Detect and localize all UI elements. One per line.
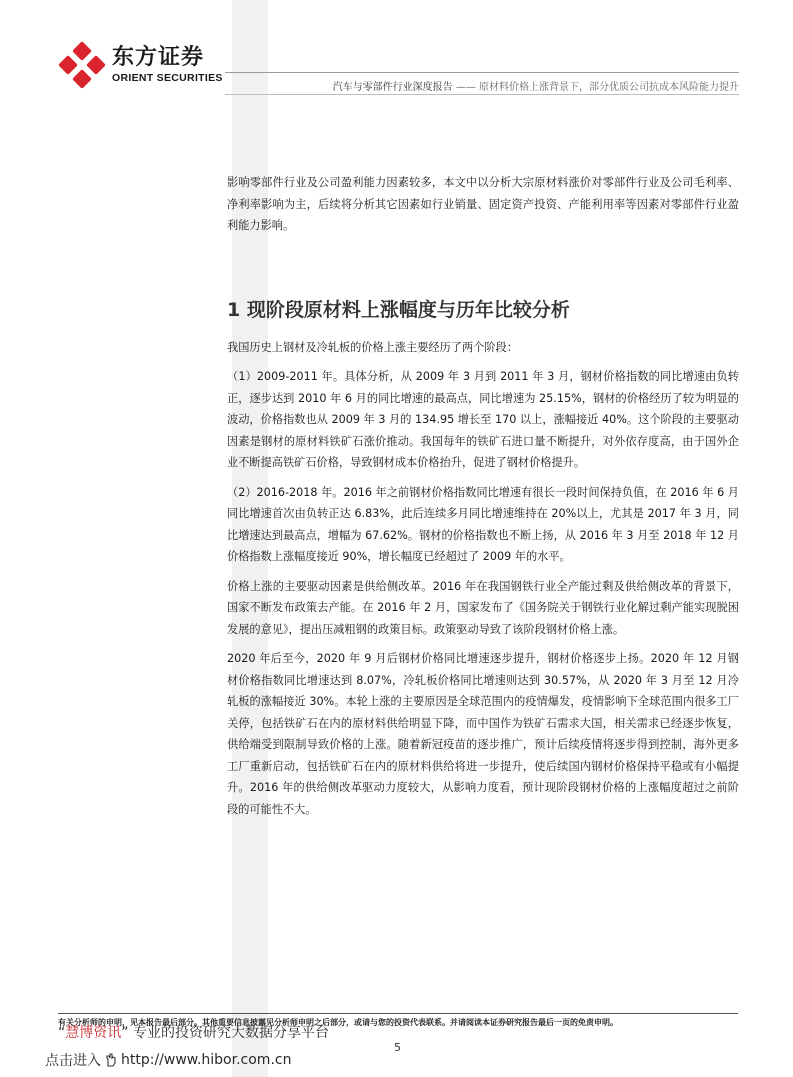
body-paragraph: （2）2016-2018 年。2016 年之前钢材价格指数同比增速有很长一段时间保持负值，在 2016 年 6 月同比增速首次由负转正达 6.83%，此后连续多月同比增速维持在 20%以上，尤其是 2017 年 3 月，同比增速达到最高点，增幅为 67.62%。钢材的价格指数也不断上扬，从 2016 年 3 月至 2018 年 12 月价格指数上涨幅度接近 90%，增长幅度已经超过了 2009 年的水平。 bbox=[227, 485, 739, 563]
logo-name-cn: 东方证券 bbox=[112, 45, 205, 70]
quote-open: “ bbox=[58, 1025, 66, 1041]
report-type: 汽车与零部件行业深度报告 bbox=[332, 82, 453, 93]
header-rule bbox=[225, 94, 739, 95]
watermark-tagline bbox=[58, 1022, 329, 1042]
intro-paragraph: 影响零部件行业及公司盈利能力因素较多，本文中以分析大宗原材料涨价对零部件行业及公司毛利率、净利率影响为主，后续将分析其它因素如行业销量、固定资产投资、产能利用率等因素对零部件行业盈利能力影响。 bbox=[227, 176, 739, 232]
orient-securities-logo-icon bbox=[58, 41, 106, 89]
pointing-hand-icon bbox=[103, 1052, 119, 1068]
watermark-url[interactable]: http://www.hibor.com.cn bbox=[121, 1052, 292, 1068]
watermark-brand: 慧博资讯 bbox=[65, 1025, 122, 1041]
body-paragraph: 价格上涨的主要驱动因素是供给侧改革。2016 年在我国钢铁行业全产能过剩及供给侧改革的背景下，国家不断发布政策去产能。在 2016 年 2 月，国家发布了《国务院关于钢铁行业化解过剩产能实现脱困发展的意见》，提出压减粗钢的政策目标。政策驱动导致了该阶段钢材价格上涨。 bbox=[227, 579, 739, 636]
body-paragraph: 我国历史上钢材及冷轧板的价格上涨主要经历了两个阶段： bbox=[227, 340, 518, 354]
body-paragraph: （1）2009-2011 年。具体分析，从 2009 年 3 月到 2011 年 3 月，钢材价格指数的同比增速由负转正，逐步达到 2010 年 6 月的同比增速的最高点，同比增速为 25.15%，钢材的价格经历了较为明显的波动，价格指数也从 2009 年 3 月的 134.95 增长至 170 以上，涨幅接近 40%。这个阶段的主要驱动因素是钢材的原材料铁矿石涨价推动。我国每年的铁矿石进口量不断提升，对外依存度高，由于国外企业不断提高铁矿石价格，导致钢材成本价格抬升，促进了钢材价格提升。 bbox=[227, 370, 739, 469]
header-rule-top bbox=[225, 72, 739, 73]
logo-name-en: ORIENT SECURITIES bbox=[112, 72, 223, 84]
report-body bbox=[227, 172, 739, 828]
page-number: 5 bbox=[394, 1041, 401, 1054]
section-title: 1 现阶段原材料上涨幅度与历年比较分析 bbox=[227, 298, 570, 321]
watermark-tagline-text: 专业的投资研究大数据分享平台 bbox=[132, 1025, 329, 1041]
report-subtitle: 原材料价格上涨背景下，部分优质公司抗成本风险能力提升 bbox=[479, 82, 739, 93]
disclaimer: 有关分析师的申明，见本报告最后部分。其他重要信息披露见分析师申明之后部分，或请与您的投资代表联系。并请阅读本证券研究报告最后一页的免责申明。 bbox=[58, 1018, 618, 1027]
watermark-link[interactable] bbox=[45, 1050, 291, 1070]
quote-close: ” bbox=[121, 1025, 129, 1041]
logo bbox=[58, 40, 223, 90]
report-header bbox=[333, 78, 739, 93]
footer-rule bbox=[58, 1013, 738, 1014]
header-separator: —— bbox=[455, 82, 476, 93]
watermark-cta[interactable]: 点击进入 bbox=[45, 1053, 101, 1069]
body-paragraph: 2020 年后至今，2020 年 9 月后钢材价格同比增速逐步提升，钢材价格逐步上扬。2020 年 12 月钢材价格指数同比增速达到 8.07%，冷轧板价格同比增速则达到 30.57%，从 2020 年 3 月至 12 月冷轧板的涨幅接近 30%。本轮上涨的主要原因是全球范围内的疫情爆发，疫情影响下全球范围内很多工厂关停，包括铁矿石在内的原材料供给明显下降，而中国作为铁矿石需求大国，相关需求已经逐步恢复，供给端受到限制导致价格的上涨。随着新冠疫苗的逐步推广，预计后续疫情将逐步得到控制，海外更多工厂重新启动，包括铁矿石在内的原材料供给将进一步提升，使后续国内钢材价格保持平稳或有小幅提升。2016 年的供给侧改革驱动力度较大，从影响力度看，预计现阶段钢材价格的上涨幅度超过之前阶段的可能性不大。 bbox=[227, 652, 739, 816]
